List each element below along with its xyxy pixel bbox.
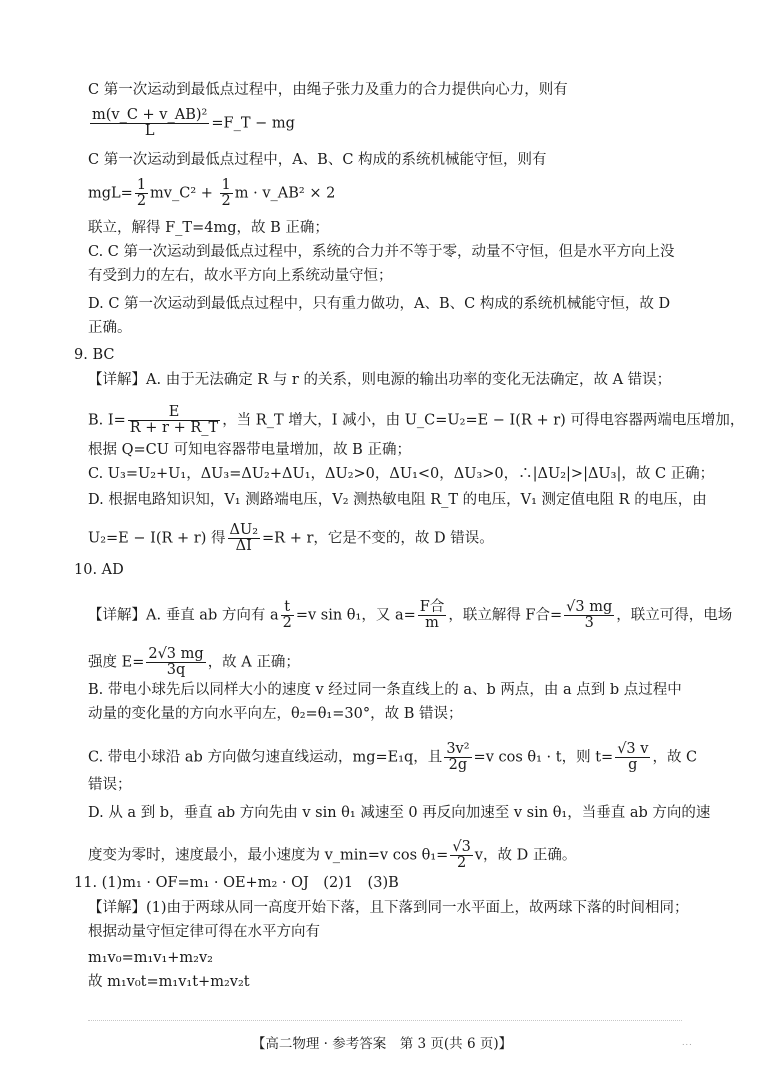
q10-frac-v2: $\frac{\text{3v²}}{2g}$ [446,741,470,773]
q10-b2: 动量的变化量的方向水平向左，θ₂=θ₁=30°，故 B 错误； [88,706,463,722]
q10-frac-t: $\frac{√3 v}{g}$ [617,741,649,773]
q9-answer: 9. BC [74,347,115,363]
q9-b: B. I= $\frac{E}{R + r + R\_T}$ ，当 R_T 增大，I 减小，由 U_C=U₂=E − I(R + r) 可得电容器两端电压增加， [88,404,745,436]
q10-frac-fm: $\frac{\text{F合}}{m}$ [419,599,445,631]
q10-d1: D. 从 a 到 b，垂直 ab 方向先由 v sin θ₁ 减速至 0 再反向加速至 v sin θ₁，当垂直 ab 方向的速 [88,805,711,821]
q10-c2: 错误； [88,777,132,793]
q8-equation2: mgL= $\frac{1}{2}$ mv_C² + $\frac{1}{2}$ m · v_AB² × 2 [88,177,336,209]
q11-l3: m₁v₀=m₁v₁+m₂v₂ [88,950,213,966]
q10-c1: C. 带电小球沿 ab 方向做匀速直线运动，mg=E₁q，且 $\frac{\text{3v²}}{2g}$ =v cos θ₁ · t，则 t= $\frac{√3 v}{g}$ ，故 C [88,741,698,773]
q10-frac-e: $\frac{2√3 mg}{3q}$ [148,646,204,678]
q10-frac-t2: $\frac{t}{2}$ [282,599,292,631]
q11-l4: 故 m₁v₀t=m₁v₁t+m₂v₂t [88,974,250,990]
q8-line1: C 第一次运动到最低点过程中，由绳子张力及重力的合力提供向心力，则有 [88,82,568,98]
q9-d2: U₂=E − I(R + r) 得 $\frac{\text{ΔU₂}}{\Delta I}$ =R + r，它是不变的，故 D 错误。 [88,522,494,554]
q9-b-fraction: $\frac{E}{R + r + R\_T}$ [129,404,219,436]
q8-line7: 正确。 [88,320,132,336]
q10-d2: 度变为零时，速度最小，最小速度为 v_min=v cos θ₁= $\frac{√3}{2}$ v，故 D 正确。 [88,839,577,871]
q8-half-2: $\frac{1}{2}$ [221,177,231,209]
q10-a1: 【详解】A. 垂直 ab 方向有 a $\frac{t}{2}$ =v sin θ₁，又 a= $\frac{\text{F合}}{m}$ ，联立解得 F合= $\frac{√3 mg}{3}$ ，联立可得，电场 [88,599,733,631]
q10-b1: B. 带电小球先后以同样大小的速度 v 经过同一条直线上的 a、b 两点，由 a 点到 b 点过程中 [88,682,682,698]
q10-frac-vmin: $\frac{√3}{2}$ [452,839,471,871]
q9-c: C. U₃=U₂+U₁，ΔU₃=ΔU₂+ΔU₁，ΔU₂>0，ΔU₁<0，ΔU₃>0，∴|ΔU₂|>|ΔU₃|，故 C 正确； [88,466,715,482]
q8-half-1: $\frac{1}{2}$ [136,177,147,209]
footer-divider [88,1020,682,1021]
q9-d-fraction: $\frac{\text{ΔU₂}}{\Delta I}$ [229,522,259,554]
q9-b2: 根据 Q=CU 可知电容器带电量增加，故 B 正确； [88,442,411,458]
q10-a2: 强度 E= $\frac{2√3 mg}{3q}$ ，故 A 正确； [88,646,300,678]
q11-l1: 【详解】(1)由于两球从同一高度开始下落，且下落到同一水平面上，故两球下落的时间相同； [88,900,689,916]
q8-eq1-fraction: $\frac{\text{m(v\_C + v\_AB)²}}{L}$ [92,107,208,139]
q11-answer: 11. (1)m₁ · OF=m₁ · OE+m₂ · OJ (2)1 (3)B [74,875,399,891]
corner-mark: ... [682,1038,693,1047]
q9-a: 【详解】A. 由于无法确定 R 与 r 的关系，则电源的输出功率的变化无法确定，故 A 错误； [88,372,672,388]
q8-equation1: $\frac{\text{m(v\_C + v\_AB)²}}{L}$ =F_T − mg [92,107,295,139]
q11-l2: 根据动量守恒定律可得在水平方向有 [88,924,320,940]
q8-line6: D. C 第一次运动到最低点过程中，只有重力做功，A、B、C 构成的系统机械能守恒，故 D [88,296,671,312]
q8-line5: 有受到力的左右，故水平方向上系统动量守恒； [88,268,393,284]
page-footer: 【高二物理 · 参考答案 第 3 页(共 6 页)】 [251,1036,513,1052]
q8-line4: C. C 第一次运动到最低点过程中，系统的合力并不等于零，动量不守恒，但是水平方向上没 [88,244,675,260]
q10-frac-f: $\frac{√3 mg}{3}$ [566,599,613,631]
q8-line3: 联立，解得 F_T=4mg，故 B 正确； [88,220,329,236]
q10-answer: 10. AD [74,562,124,578]
q8-line2: C 第一次运动到最低点过程中，A、B、C 构成的系统机械能守恒，则有 [88,152,547,168]
q9-d1: D. 根据电路知识知，V₁ 测路端电压，V₂ 测热敏电阻 R_T 的电压，V₁ 测定值电阻 R 的电压，由 [88,492,707,508]
